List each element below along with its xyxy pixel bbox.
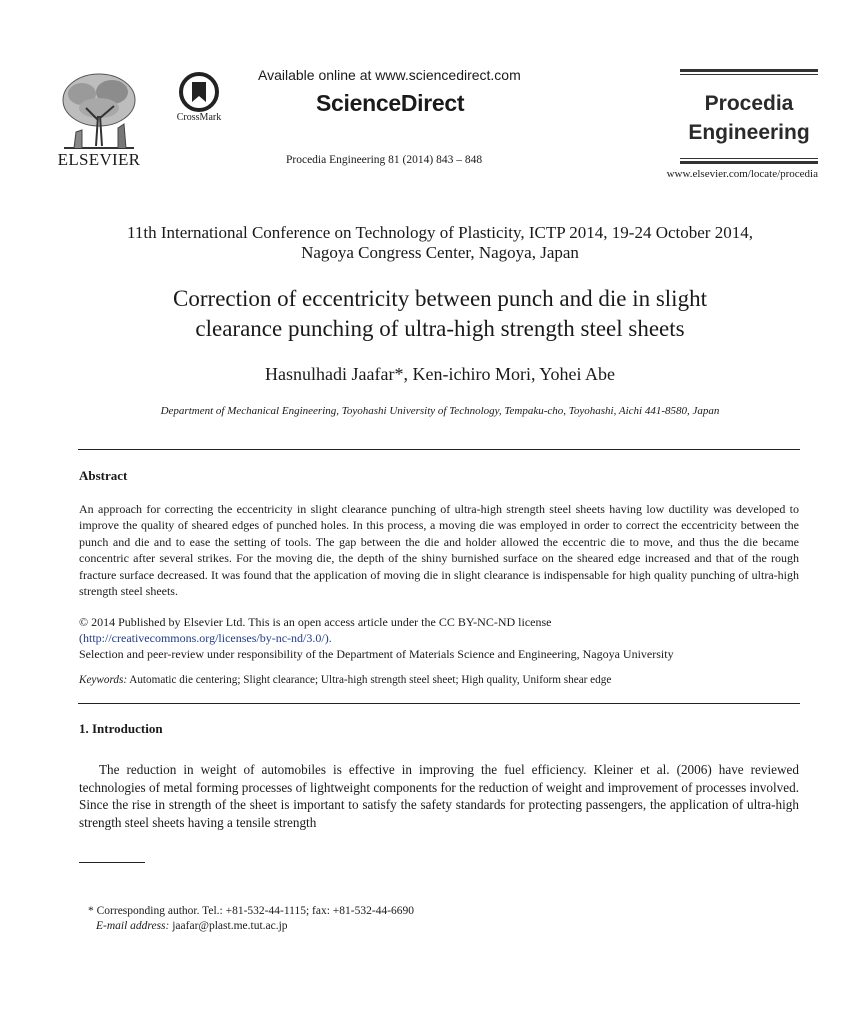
journal-citation: Procedia Engineering 81 (2014) 843 – 848: [286, 154, 483, 166]
available-online-text: Available online at www.sciencedirect.com: [258, 67, 521, 83]
journal-title-line2: Engineering: [688, 121, 810, 144]
email-address[interactable]: jaafar@plast.me.tut.ac.jp: [172, 920, 288, 932]
corresponding-author-footnote: * Corresponding author. Tel.: +81-532-44-1115; fax: +81-532-44-6690: [88, 905, 415, 917]
email-label: E-mail address:: [96, 920, 170, 932]
elsevier-wordmark: ELSEVIER: [57, 150, 141, 169]
journal-rule-bottom-thin: [680, 158, 818, 159]
paper-title: [60, 284, 820, 344]
introduction-body: The reduction in weight of automobiles is effective in improving the fuel efficiency. Kleiner et al. (2006) have reviewed technologies of metal forming processes of lightweight components for the reduction of weight and improvement of processes involved. Since the rise in strength of the sheet is important to satisfy the safety standards for protecting passengers, the application of ultra-high strength steel sheets having a tensile strength: [79, 762, 799, 830]
abstract-divider-top: [78, 449, 800, 450]
keywords: [79, 674, 799, 686]
email-footnote: [96, 920, 288, 932]
journal-title-line1: Procedia: [704, 92, 794, 115]
license-link[interactable]: (http://creativecommons.org/licenses/by-nc-nd/3.0/).: [79, 631, 332, 645]
sciencedirect-logo[interactable]: ScienceDirect: [316, 90, 465, 116]
journal-title: [680, 89, 818, 147]
copyright-line: © 2014 Published by Elsevier Ltd. This is an open access article under the CC BY-NC-ND license: [79, 615, 552, 629]
paper-authors: Hasnulhadi Jaafar*, Ken-ichiro Mori, Yohei Abe: [265, 364, 615, 384]
conference-line1: 11th International Conference on Technology of Plasticity, ICTP 2014, 19-24 October 2014,: [127, 223, 753, 242]
conference-line2: Nagoya Congress Center, Nagoya, Japan: [301, 243, 579, 262]
introduction-heading: 1. Introduction: [79, 721, 163, 736]
journal-rule-top: [680, 69, 818, 72]
peer-review-line: Selection and peer-review under responsibility of the Department of Materials Science and Engineering, Nagoya University: [79, 647, 674, 661]
author-affiliation: Department of Mechanical Engineering, Toyohashi University of Technology, Tempaku-cho, Toyohashi, Aichi 441-8580, Japan: [160, 405, 720, 417]
paper-title-line1: Correction of eccentricity between punch and die in slight: [173, 286, 707, 311]
footnote-rule: [79, 862, 145, 863]
crossmark-label: CrossMark: [176, 112, 222, 123]
copyright-notice: [79, 614, 799, 662]
journal-rule-bottom: [680, 161, 818, 164]
journal-url-link[interactable]: www.elsevier.com/locate/procedia: [666, 168, 818, 180]
abstract-divider-bottom: [78, 703, 800, 704]
journal-rule-top-thin: [680, 74, 818, 75]
abstract-body: An approach for correcting the eccentricity in slight clearance punching of ultra-high strength steel sheets having low ductility was developed to improve the quality of sheared edges of punched holes. In this process, a moving die was employed in order to correct the eccentricity between the punch and die and to ease the setting of tools. The gap between the die and holder allowed the eccentric die to move, and thus the die became concentric after several strikes. For the moving die, the depth of the shiny burnished surface on the sheared edge increased and that of the rough fracture surface decreased. It was found that the application of moving die in slight clearance is indispensable for high quality punching of ultra-high strength steel sheets.: [79, 502, 799, 599]
keywords-label: Keywords:: [79, 674, 128, 686]
conference-info: [60, 223, 820, 263]
keywords-list: Automatic die centering; Slight clearance; Ultra-high strength steel sheet; High quality, Uniform shear edge: [129, 674, 612, 686]
abstract-heading: Abstract: [79, 468, 128, 483]
paper-title-line2: clearance punching of ultra-high strength steel sheets: [195, 316, 685, 341]
